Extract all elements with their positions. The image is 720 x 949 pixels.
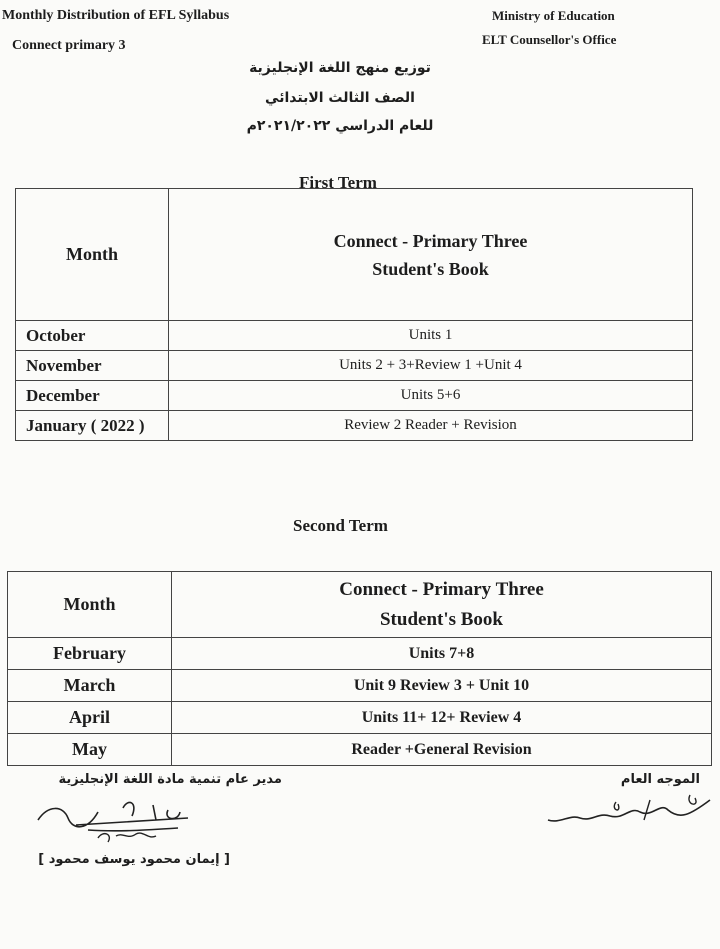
content-cell: Units 1 xyxy=(169,321,693,351)
arabic-title-line2: الصف الثالث الابتدائي xyxy=(265,90,415,106)
month-cell: October xyxy=(16,321,169,351)
table-row xyxy=(8,734,712,766)
table-row xyxy=(16,351,693,381)
first-term-title: First Term xyxy=(299,173,377,192)
table-row xyxy=(16,381,693,411)
content-cell: Units 2 + 3+Review 1 +Unit 4 xyxy=(169,351,693,381)
table-header-row xyxy=(8,572,712,638)
syllabus-subtitle: Connect primary 3 xyxy=(12,38,126,53)
syllabus-title: Monthly Distribution of EFL Syllabus xyxy=(2,8,230,23)
content-cell: Units 5+6 xyxy=(169,381,693,411)
ministry-name: Ministry of Education xyxy=(492,8,615,23)
month-cell: January ( 2022 ) xyxy=(16,411,169,441)
first-term-table xyxy=(15,188,693,441)
table-row xyxy=(8,702,712,734)
content-cell: Reader +General Revision xyxy=(172,734,712,766)
book-header-line2: Student's Book xyxy=(372,258,489,279)
content-cell: Review 2 Reader + Revision xyxy=(169,411,693,441)
content-cell: Units 7+8 xyxy=(172,638,712,670)
book-header xyxy=(172,572,712,638)
month-cell: November xyxy=(16,351,169,381)
content-cell: Units 11+ 12+ Review 4 xyxy=(172,702,712,734)
table-row xyxy=(8,638,712,670)
content-cell: Unit 9 Review 3 + Unit 10 xyxy=(172,670,712,702)
table-row xyxy=(8,670,712,702)
second-term-table xyxy=(7,571,712,766)
second-term-title: Second Term xyxy=(293,516,388,535)
left-signature-title: مدير عام تنمية مادة اللغة الإنجليزية xyxy=(58,772,282,787)
month-cell: April xyxy=(8,702,172,734)
book-header-line1: Connect - Primary Three xyxy=(339,578,544,600)
book-header xyxy=(169,189,693,321)
book-header-line2: Student's Book xyxy=(379,608,504,630)
month-header: Month xyxy=(8,572,172,638)
table-header-row xyxy=(16,189,693,321)
right-signature-title: الموجه العام xyxy=(620,772,700,787)
book-header-line1: Connect - Primary Three xyxy=(333,230,528,251)
month-cell: May xyxy=(8,734,172,766)
table-row xyxy=(16,411,693,441)
month-header: Month xyxy=(16,189,169,321)
month-cell: December xyxy=(16,381,169,411)
table-row xyxy=(16,321,693,351)
office-name: ELT Counsellor's Office xyxy=(482,32,617,47)
month-cell: February xyxy=(8,638,172,670)
right-signature-mark xyxy=(540,780,720,845)
month-cell: March xyxy=(8,670,172,702)
arabic-title-line3: للعام الدراسي ٢٠٢١/٢٠٢٢م xyxy=(246,118,434,134)
left-signature-mark xyxy=(28,790,218,855)
left-signature-name: [ إيمان محمود يوسف محمود ] xyxy=(38,852,230,867)
arabic-title-line1: توزيع منهج اللغة الإنجليزية xyxy=(249,60,431,76)
